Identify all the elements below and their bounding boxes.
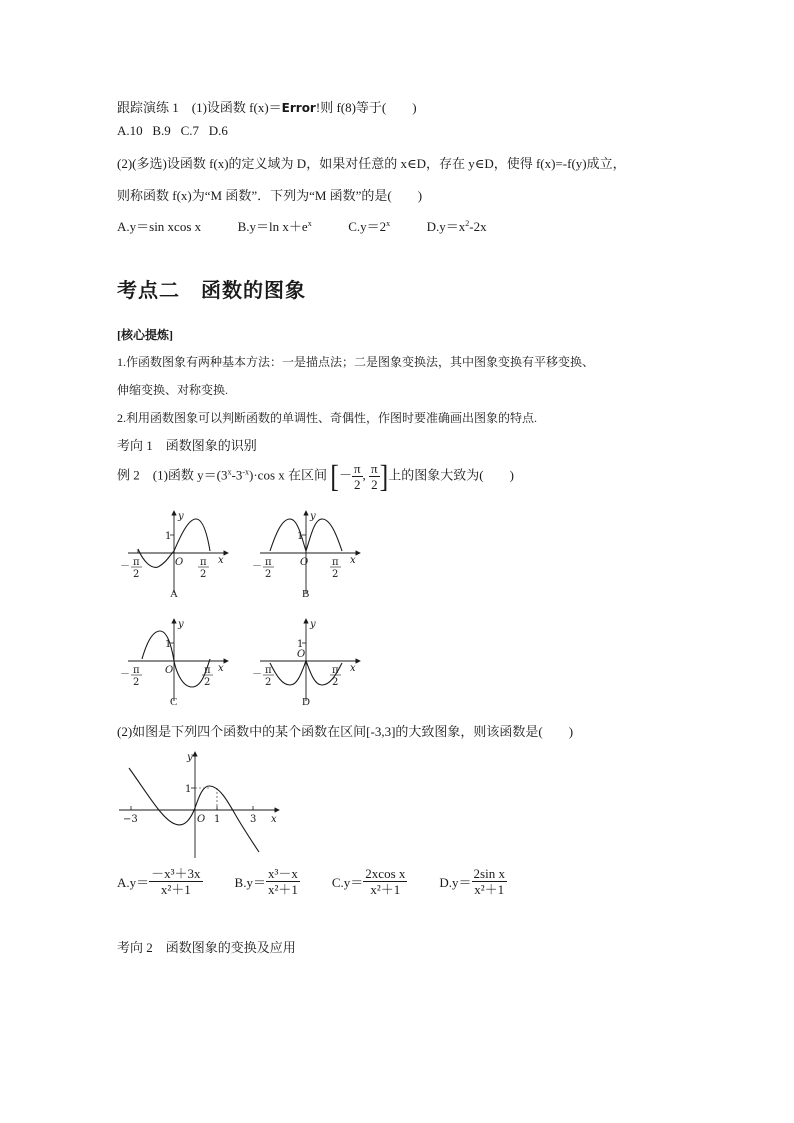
graph-c-one: 1 [165,639,172,650]
graph-b-pi-l: π [265,557,272,568]
q2-options [117,867,507,896]
q1-post: 上的图象大致为( ) [388,467,514,483]
graph-a-minus: － [120,561,130,572]
exercise1-line2: (2)(多选)设函数 f(x)的定义域为 D，如果对任意的 x∈D，存在 y∈D，使得 f(x)=-f(y)成立， [117,156,626,171]
q2-option-c [332,867,408,896]
q2-option-b-frac [266,867,300,896]
exercise1-line1 [117,97,417,116]
exercise1-line1-a: 跟踪演练 1 (1)设函数 f(x)＝ [117,100,282,115]
frac-num: π [371,461,378,476]
graph-c-o: O [165,665,174,676]
section-title: 考点二 函数的图象 [117,278,306,302]
q2-option-d-frac [472,867,507,896]
q2-option-c-num: 2xcos x [365,866,406,881]
option2-d-post: -2x [469,219,487,234]
q2-option-b [235,867,300,896]
graph-d-pi-l: π [265,665,272,676]
q1-sup2: -x [242,467,250,477]
caption-d: D [302,696,310,705]
frac-den: 2 [371,477,378,492]
exercise1-options [117,123,228,139]
q2-origin: O [197,814,206,825]
graph-c-pi-r: π [204,665,211,676]
q2-option-d [439,867,507,896]
option2-d [427,219,487,234]
option2-d-text: D.y＝x [426,219,466,234]
example2-q1 [117,458,514,494]
option2-b [238,219,312,234]
q2-option-a-label: A.y＝ [117,875,150,890]
q2-neg3: −3 [123,814,138,825]
direction-2: 考向 2 函数图象的变换及应用 [117,940,296,955]
graph-a [120,511,228,600]
graph-b-minus: － [252,561,262,572]
q2-option-b-den: x²＋1 [267,882,298,897]
option2-c [348,219,390,234]
graph-q2 [115,748,285,860]
exercise1-line3: 则称函数 f(x)为“M 函数”．下列为“M 函数”的是( ) [117,188,423,203]
q2-pos3: 3 [250,814,257,825]
graph-c-two-r: 2 [204,677,211,688]
q2-option-c-label: C.y＝ [331,875,364,890]
graph-b-two-r: 2 [332,569,339,580]
caption-a: A [170,588,178,600]
graph-d-two-l: 2 [265,677,272,688]
caption-b: B [302,588,310,600]
graphs-abcd [110,505,370,705]
graph-b-one: 1 [297,531,304,542]
graph-c-pi-l: π [133,665,140,676]
graph-d-pi-r: π [332,665,339,676]
q2-option-d-label: D.y＝ [439,875,472,890]
q1-mid2: )·cos x 在区间 [249,467,328,483]
left-bracket: [ [330,458,339,494]
frac-num: π [353,461,361,476]
graph-b-two-l: 2 [265,569,272,580]
q1-mid: -3 [231,467,243,483]
graph-d-o: O [297,649,306,660]
q2-option-a-num: －x³＋3x [151,866,201,881]
option2-d-sup: 2 [465,219,470,228]
graph-a-two-r: 2 [200,569,207,580]
frac-den: 2 [353,477,361,492]
option-d: D.6 [208,123,228,138]
q2-option-a-frac [149,867,202,896]
q2-option-b-label: B.y＝ [234,875,266,890]
q2-one-y: 1 [185,784,192,795]
graph-a-y: y [178,511,184,522]
q2-option-b-num: x³－x [267,866,298,881]
core-point-1a: 1.作函数图象有两种基本方法：一是描点法；二是图象变换法，其中图象变换有平移变换、 [117,355,595,369]
graph-d-x: x [350,663,356,674]
graph-c [120,619,228,705]
q2-y-label: y [187,752,193,763]
graph-a-one: 1 [165,531,172,542]
graph-c-two-l: 2 [133,677,140,688]
graph-a-o: O [175,557,184,568]
q1-pre: 例 2 (1)函数 y＝(3 [117,467,228,483]
option-b: B.9 [152,123,171,138]
graph-b [252,511,360,600]
graph-b-x: x [350,555,356,566]
graph-c-x: x [218,663,224,674]
q1-sup1: x [227,467,232,477]
graph-b-y: y [310,511,316,522]
graph-a-pi-r: π [200,557,207,568]
graph-d-two-r: 2 [332,677,339,688]
q1-minus: － [338,467,352,483]
fraction-neg-pi-2 [352,462,363,491]
option-a: A.10 [117,123,143,138]
q2-one-x: 1 [214,814,221,825]
graph-a-two-l: 2 [133,569,140,580]
core-point-1b: 伸缩变换、对称变换. [117,383,229,397]
graph-b-o: O [300,557,309,568]
direction-1: 考向 1 函数图象的识别 [117,438,257,453]
option2-c-text: C.y＝2 [348,219,387,234]
q2-option-a [117,867,203,896]
q2-option-c-den: x²＋1 [370,882,401,897]
q2-x-label: x [271,814,277,825]
exercise1-options2 [117,216,487,235]
error-text: Error [281,101,316,115]
graph-d-one: 1 [297,639,304,650]
exercise1-line1-b: !则 f(8)等于( ) [315,100,417,115]
option-c: C.7 [180,123,199,138]
caption-c: C [170,696,178,705]
option2-b-sup: x [307,219,312,228]
graph-b-pi-r: π [332,557,339,568]
graph-a-x: x [218,555,224,566]
graph-c-y: y [178,619,184,630]
q1-comma: , [362,467,366,483]
graph-c-minus: － [120,669,130,680]
fraction-pi-2 [369,462,380,491]
core-label: [核心提炼] [117,328,173,342]
graph-d-y: y [310,619,316,630]
option2-c-sup: x [386,219,391,228]
graph-a-pi-l: π [133,557,140,568]
q2-option-d-num: 2sin x [473,866,505,881]
example2-q2: (2)如图是下列四个函数中的某个函数在区间[-3,3]的大致图象，则该函数是( ) [117,724,574,739]
q2-option-a-den: x²＋1 [160,882,191,897]
option2-b-text: B.y＝ln x＋e [237,219,308,234]
q2-option-c-frac [363,867,407,896]
graph-d-minus: － [252,669,262,680]
q2-option-d-den: x²＋1 [474,882,505,897]
graph-d [252,619,360,705]
core-point-2: 2.利用函数图象可以判断函数的单调性、奇偶性，作图时要准确画出图象的特点. [117,411,538,425]
option2-a: A.y＝sin xcos x [117,219,202,234]
right-bracket: ] [379,458,389,494]
